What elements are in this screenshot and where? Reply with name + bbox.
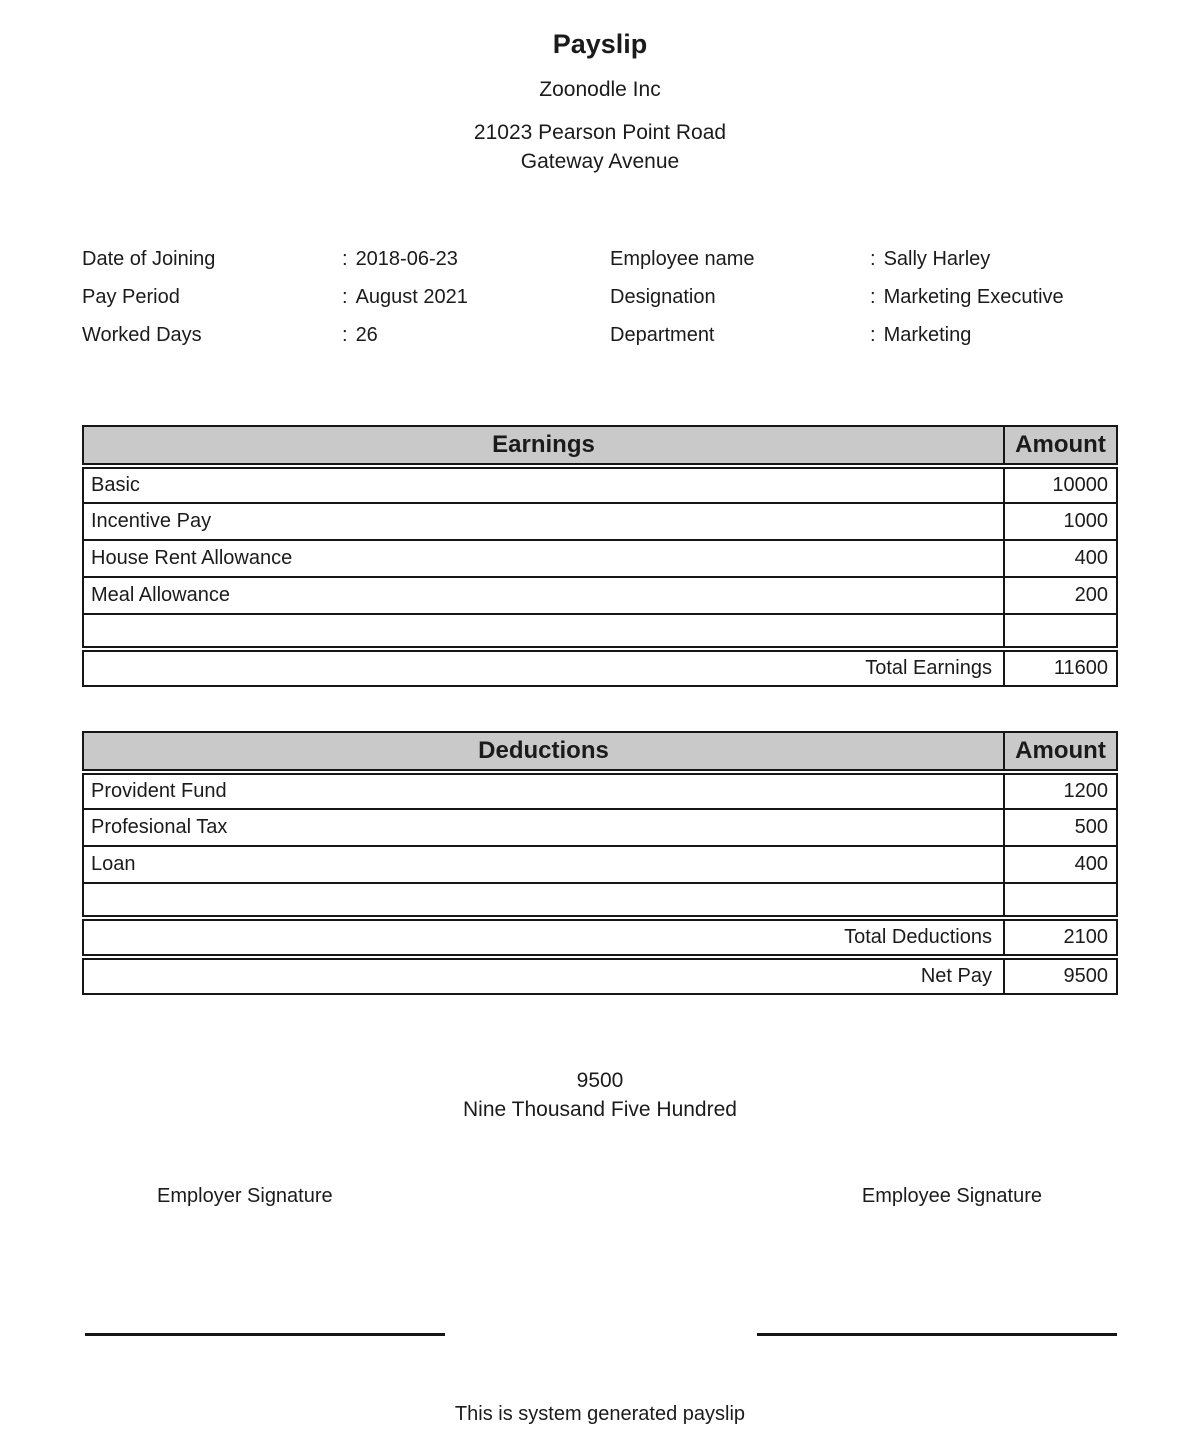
deductions-header-amount: Amount xyxy=(1003,731,1118,771)
earning-amount xyxy=(1003,615,1118,648)
department-value: : Marketing xyxy=(870,316,1118,354)
system-generated-note: This is system generated payslip xyxy=(454,1403,746,1425)
table-row xyxy=(82,847,1118,884)
net-pay-summary xyxy=(82,1066,1118,1124)
earning-amount: 1000 xyxy=(1003,504,1118,541)
earning-label: House Rent Allowance xyxy=(82,541,1003,578)
date-of-joining-label: Date of Joining xyxy=(82,248,216,270)
separator-colon: : xyxy=(342,286,348,308)
total-earnings-amount: 11600 xyxy=(1003,650,1118,687)
table-row-empty xyxy=(82,615,1118,648)
table-row xyxy=(82,504,1118,541)
table-row xyxy=(82,810,1118,847)
net-pay-label: Net Pay xyxy=(82,958,1003,995)
worked-days-value: : 26 xyxy=(342,316,610,354)
earning-amount: 400 xyxy=(1003,541,1118,578)
deductions-header-title: Deductions xyxy=(82,731,1003,771)
employee-name-value: : Sally Harley xyxy=(870,240,1118,278)
worked-days-label: Worked Days xyxy=(82,324,202,346)
net-pay-row xyxy=(82,958,1118,995)
net-pay-words: Nine Thousand Five Hundred xyxy=(463,1098,737,1121)
earning-label: Incentive Pay xyxy=(82,504,1003,541)
company-address-line1: 21023 Pearson Point Road xyxy=(473,121,727,144)
separator-colon: : xyxy=(342,248,348,270)
earnings-table xyxy=(82,425,1118,687)
total-earnings-label: Total Earnings xyxy=(82,650,1003,687)
department-label: Department xyxy=(610,324,715,346)
table-row xyxy=(82,467,1118,504)
earning-amount: 200 xyxy=(1003,578,1118,615)
signature-lines xyxy=(82,1333,1118,1336)
pay-period-label: Pay Period xyxy=(82,286,180,308)
company-address-line2: Gateway Avenue xyxy=(520,150,680,173)
deductions-total-row xyxy=(82,919,1118,956)
employer-signature-line xyxy=(85,1333,445,1336)
earnings-header-amount: Amount xyxy=(1003,425,1118,465)
deduction-amount: 1200 xyxy=(1003,773,1118,810)
table-row xyxy=(82,773,1118,810)
table-row-empty xyxy=(82,884,1118,917)
deductions-header-row xyxy=(82,731,1118,771)
earning-amount: 10000 xyxy=(1003,467,1118,504)
earning-label: Meal Allowance xyxy=(82,578,1003,615)
deduction-label: Loan xyxy=(82,847,1003,884)
designation-value: : Marketing Executive xyxy=(870,278,1118,316)
separator-colon: : xyxy=(342,324,348,346)
employee-signature-line xyxy=(757,1333,1117,1336)
separator-colon: : xyxy=(870,324,876,346)
deduction-amount: 400 xyxy=(1003,847,1118,884)
earnings-header-title: Earnings xyxy=(82,425,1003,465)
deductions-body xyxy=(82,773,1118,917)
employee-signature-label: Employee Signature xyxy=(861,1185,1042,1207)
table-row xyxy=(82,541,1118,578)
employee-name-label: Employee name xyxy=(610,248,755,270)
page-title: Payslip xyxy=(552,29,648,59)
signature-labels xyxy=(82,1184,1118,1208)
earnings-body xyxy=(82,467,1118,648)
document-header xyxy=(82,28,1118,176)
separator-colon: : xyxy=(870,286,876,308)
total-deductions-label: Total Deductions xyxy=(82,919,1003,956)
employer-signature-label: Employer Signature xyxy=(157,1185,333,1207)
total-deductions-amount: 2100 xyxy=(1003,919,1118,956)
pay-period-value: : August 2021 xyxy=(342,278,610,316)
employee-info-section xyxy=(82,240,1118,354)
deductions-table xyxy=(82,731,1118,995)
date-of-joining-value: : 2018-06-23 xyxy=(342,240,610,278)
company-address xyxy=(82,118,1118,176)
separator-colon: : xyxy=(870,248,876,270)
net-pay-amount: 9500 xyxy=(1003,958,1118,995)
earnings-header-row xyxy=(82,425,1118,465)
earning-label xyxy=(82,615,1003,648)
earning-label: Basic xyxy=(82,467,1003,504)
net-pay-numeric: 9500 xyxy=(576,1069,624,1092)
deduction-amount: 500 xyxy=(1003,810,1118,847)
deduction-label xyxy=(82,884,1003,917)
deduction-amount xyxy=(1003,884,1118,917)
deduction-label: Profesional Tax xyxy=(82,810,1003,847)
company-name: Zoonodle Inc xyxy=(539,78,661,101)
deduction-label: Provident Fund xyxy=(82,773,1003,810)
table-row xyxy=(82,578,1118,615)
designation-label: Designation xyxy=(610,286,716,308)
earnings-total-row xyxy=(82,650,1118,687)
